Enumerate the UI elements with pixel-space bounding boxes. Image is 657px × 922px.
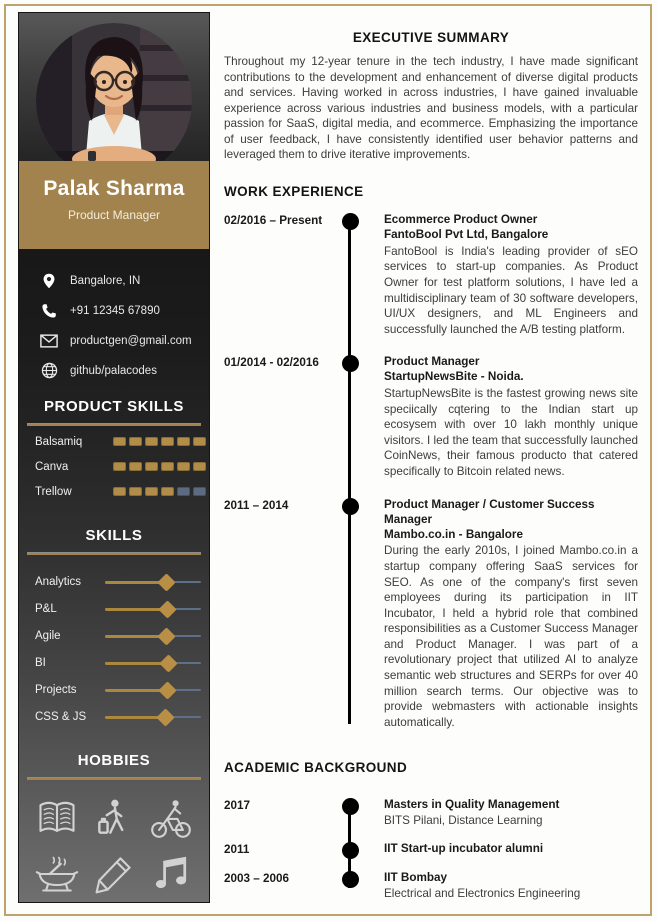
skill-segment (129, 462, 142, 471)
timeline-node (334, 842, 366, 857)
product-skill-label: Balsamiq (35, 435, 83, 448)
skill-label: Analytics (35, 576, 82, 588)
executive-summary-text: Throughout my 12-year tenure in the tech industry, I have made significant contributions to the development and enhancement of diverse digital products and services. Having worked in across industries, I have gained invaluable experience across various industries and business models, with a particular passion for SaaS, digital media, and ecommerce. Emphasizing the importance of user feedback, I have consistently identified user behavior patterns and leveraged them to drive iterative improvements. (224, 55, 638, 162)
main-content (224, 30, 638, 916)
skill-segment (161, 437, 174, 446)
gold-divider (27, 552, 201, 555)
work-entry-title: Product Manager / Customer Success Manager (384, 497, 595, 526)
academic-background-section (224, 760, 638, 901)
timeline-dot-icon (342, 355, 359, 372)
timeline-node (334, 498, 366, 731)
academic-entry-subtitle: BITS Pilani, Distance Learning (384, 814, 543, 828)
slider-diamond-handle (158, 681, 176, 699)
work-entry-description: StartupNewsBite is the fastest growing news site speciically cqtering to the Indian start up ecosysem with over 10 lakh monthly unique visitors. I led the team that successfully launched CoinNews, their famous producto that catered specifically to Bitcoin related news. (384, 387, 638, 478)
contact-list (19, 273, 209, 378)
timeline-node (334, 213, 366, 337)
academic-entry-title: IIT Bombay (384, 871, 447, 885)
skill-segment (193, 487, 206, 496)
slider-diamond-handle (157, 573, 175, 591)
contact-phone (39, 303, 209, 318)
skill-slider (105, 710, 203, 724)
skill-segment (145, 462, 158, 471)
music-note-icon (149, 852, 193, 896)
work-entry-description: FantoBool is India's leading provider of sEO services to start-up companies. As Product Owner for test platform solutions, I have led a multidisciplinary team of 30 software developers, UI/UX designers, and ML Engineers and successfully launched the A/B testing platform. (384, 244, 638, 336)
skill-row (35, 656, 203, 670)
work-entry-company: FantoBool Pvt Ltd, Bangalore (384, 227, 549, 241)
work-entry-description: During the early 2010s, I joined Mambo.co.in a startup company offering SaaS services for SEO. As one of the company's first seven employees during its participation in IIT Incubator, I held a hybrid role that combined responsibilities as a Customer Success Manager and Product Manager. I was part of a revolutionary project that utilized AI to analyze semantic web structures and SERPs for over 40 million search terms. Our objective was to provide webmasters with actionable insights automatically. (384, 544, 638, 729)
skill-segment (113, 487, 126, 496)
skills-heading: SKILLS (85, 527, 143, 544)
product-skill-row (35, 436, 205, 447)
work-entry-title: Product Manager (384, 355, 480, 369)
skill-segment (161, 462, 174, 471)
slider-diamond-handle (156, 708, 174, 726)
skill-label: Projects (35, 684, 77, 696)
cycling-icon (149, 796, 193, 840)
work-entry-company: Mambo.co.in - Bangalore (384, 527, 523, 541)
skill-segment (177, 487, 190, 496)
contact-email-text: productgen@gmail.com (70, 334, 192, 347)
work-timeline (224, 213, 638, 730)
work-entry (224, 355, 638, 479)
timeline-dot-icon (342, 498, 359, 515)
skill-row (35, 629, 203, 643)
traveling-walker-icon (92, 796, 136, 840)
skill-segment (177, 462, 190, 471)
skill-segment-bar (113, 462, 206, 471)
contact-location-text: Bangalore, IN (70, 274, 141, 287)
executive-summary-section (224, 30, 638, 163)
slider-diamond-handle (157, 627, 175, 645)
work-entry-date: 02/2016 – Present (224, 213, 323, 227)
work-experience-heading: WORK EXPERIENCE (224, 183, 364, 199)
academic-timeline (224, 798, 638, 901)
academic-entry-title: IIT Start-up incubator alumni (384, 842, 544, 856)
reading-book-icon (35, 796, 79, 840)
academic-entry (224, 871, 638, 901)
cooking-icon (35, 852, 79, 896)
contact-github-text: github/palacodes (70, 364, 157, 377)
product-skill-row (35, 486, 205, 497)
location-icon (39, 271, 59, 291)
skill-segment (177, 437, 190, 446)
gold-divider (27, 777, 201, 780)
timeline-dot-icon (342, 871, 359, 888)
name-band (19, 161, 209, 249)
hobbies-grid (19, 796, 209, 896)
slider-diamond-handle (159, 654, 177, 672)
sidebar (18, 12, 210, 903)
academic-entry (224, 842, 638, 857)
timeline-node (334, 798, 366, 828)
skill-segment (145, 487, 158, 496)
skill-slider (105, 629, 203, 643)
academic-entry (224, 798, 638, 828)
academic-entry-title: Masters in Quality Management (384, 798, 560, 812)
academic-entry-date: 2003 – 2006 (224, 872, 289, 886)
work-entry (224, 213, 638, 337)
contact-github (39, 363, 209, 378)
product-skill-label: Canva (35, 460, 69, 473)
contact-phone-text: +91 12345 67890 (70, 304, 160, 317)
gold-divider (27, 423, 201, 426)
skill-segment-bar (113, 487, 206, 496)
academic-entry-date: 2017 (224, 799, 251, 813)
skill-segment (193, 462, 206, 471)
skill-label: P&L (35, 603, 57, 615)
hobbies-heading: HOBBIES (77, 752, 151, 769)
slider-diamond-handle (158, 600, 176, 618)
skill-slider (105, 602, 203, 616)
work-experience-section (224, 184, 638, 730)
product-skill-row (35, 461, 205, 472)
skill-segment (129, 437, 142, 446)
skill-segment (113, 437, 126, 446)
skills-list (19, 575, 209, 724)
timeline-dot-icon (342, 213, 359, 230)
timeline-dot-icon (342, 798, 359, 815)
skill-label: Agile (35, 630, 61, 642)
skill-segment (145, 437, 158, 446)
person-name: Palak Sharma (43, 177, 185, 200)
globe-icon (39, 361, 59, 381)
contact-location (39, 273, 209, 288)
work-entry-date: 2011 – 2014 (224, 498, 289, 512)
skill-row (35, 575, 203, 589)
skill-row (35, 710, 203, 724)
work-entry-title: Ecommerce Product Owner (384, 212, 538, 226)
product-skills-heading: PRODUCT SKILLS (43, 398, 185, 415)
skill-segment (113, 462, 126, 471)
skill-slider (105, 683, 203, 697)
skill-slider (105, 575, 203, 589)
work-entry (224, 498, 638, 731)
work-entry-company: StartupNewsBite - Noida. (384, 370, 524, 384)
skill-segment (161, 487, 174, 496)
skill-segment-bar (113, 437, 206, 446)
email-icon (39, 331, 59, 351)
skill-label: BI (35, 657, 46, 669)
academic-background-heading: ACADEMIC BACKGROUND (224, 760, 408, 776)
timeline-node (334, 871, 366, 901)
skill-segment (129, 487, 142, 496)
contact-email (39, 333, 209, 348)
product-skill-label: Trellow (35, 485, 72, 498)
work-entry-date: 01/2014 - 02/2016 (224, 356, 319, 370)
profile-photo (36, 23, 192, 179)
skill-label: CSS & JS (35, 711, 87, 723)
skill-segment (193, 437, 206, 446)
writing-pencil-icon (92, 852, 136, 896)
skill-slider (105, 656, 203, 670)
phone-icon (39, 301, 59, 321)
product-skills-list (19, 436, 209, 497)
person-role: Product Manager (67, 208, 161, 222)
timeline-node (334, 355, 366, 479)
avatar (36, 23, 192, 179)
skill-row (35, 602, 203, 616)
executive-summary-heading: EXECUTIVE SUMMARY (352, 30, 510, 45)
timeline-dot-icon (342, 842, 359, 859)
skill-row (35, 683, 203, 697)
academic-entry-subtitle: Electrical and Electronics Engineering (384, 887, 581, 901)
academic-entry-date: 2011 (224, 843, 250, 857)
